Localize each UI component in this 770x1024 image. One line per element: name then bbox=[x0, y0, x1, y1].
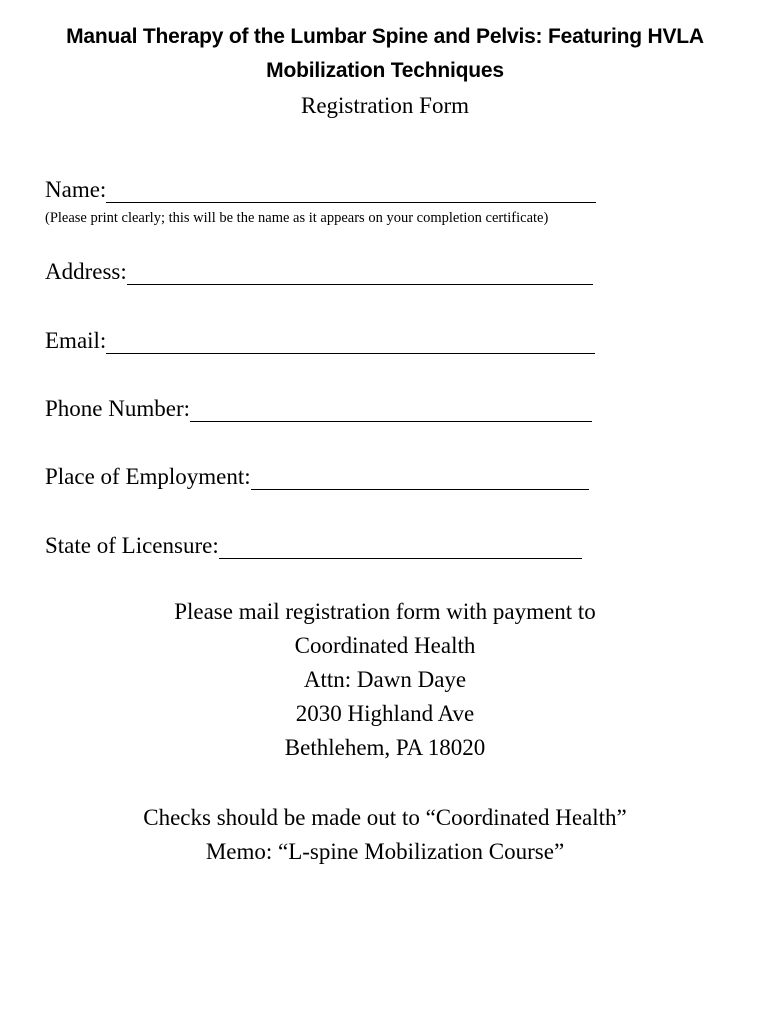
form-title-line-2: Mobilization Techniques bbox=[266, 59, 504, 82]
name-label: Name: bbox=[45, 177, 107, 202]
mailing-street: 2030 Highland Ave bbox=[295, 701, 475, 726]
mailing-instructions bbox=[0, 595, 770, 765]
name-blank-line[interactable] bbox=[106, 176, 596, 203]
form-title-line-1: Manual Therapy of the Lumbar Spine and Pelvis: Featuring HVLA bbox=[66, 25, 704, 48]
checks-note: Checks should be made out to “Coordinated Health” bbox=[143, 805, 627, 830]
payment-instructions bbox=[0, 801, 770, 869]
email-label: Email: bbox=[45, 328, 107, 353]
mailing-organization: Coordinated Health bbox=[294, 633, 476, 658]
address-blank-line[interactable] bbox=[127, 258, 593, 285]
phone-blank-line[interactable] bbox=[190, 395, 592, 422]
licensure-field[interactable] bbox=[45, 531, 582, 561]
employment-label: Place of Employment: bbox=[45, 464, 251, 489]
email-blank-line[interactable] bbox=[106, 327, 595, 354]
employment-field[interactable] bbox=[45, 462, 589, 492]
name-field[interactable] bbox=[45, 175, 596, 205]
licensure-label: State of Licensure: bbox=[45, 533, 219, 558]
employment-blank-line[interactable] bbox=[251, 463, 589, 490]
address-label: Address: bbox=[45, 259, 127, 284]
phone-field[interactable] bbox=[45, 394, 592, 424]
mailing-city-state-zip: Bethlehem, PA 18020 bbox=[284, 735, 486, 760]
name-note: (Please print clearly; this will be the name as it appears on your completion certificate) bbox=[45, 210, 549, 226]
email-field[interactable] bbox=[45, 326, 595, 356]
licensure-blank-line[interactable] bbox=[219, 532, 582, 559]
form-subtitle: Registration Form bbox=[300, 93, 470, 118]
phone-label: Phone Number: bbox=[45, 396, 191, 421]
memo-note: Memo: “L-spine Mobilization Course” bbox=[205, 839, 565, 864]
mailing-attention: Attn: Dawn Daye bbox=[303, 667, 467, 692]
mailing-instruction-text: Please mail registration form with payment to bbox=[174, 599, 596, 624]
address-field[interactable] bbox=[45, 257, 593, 287]
